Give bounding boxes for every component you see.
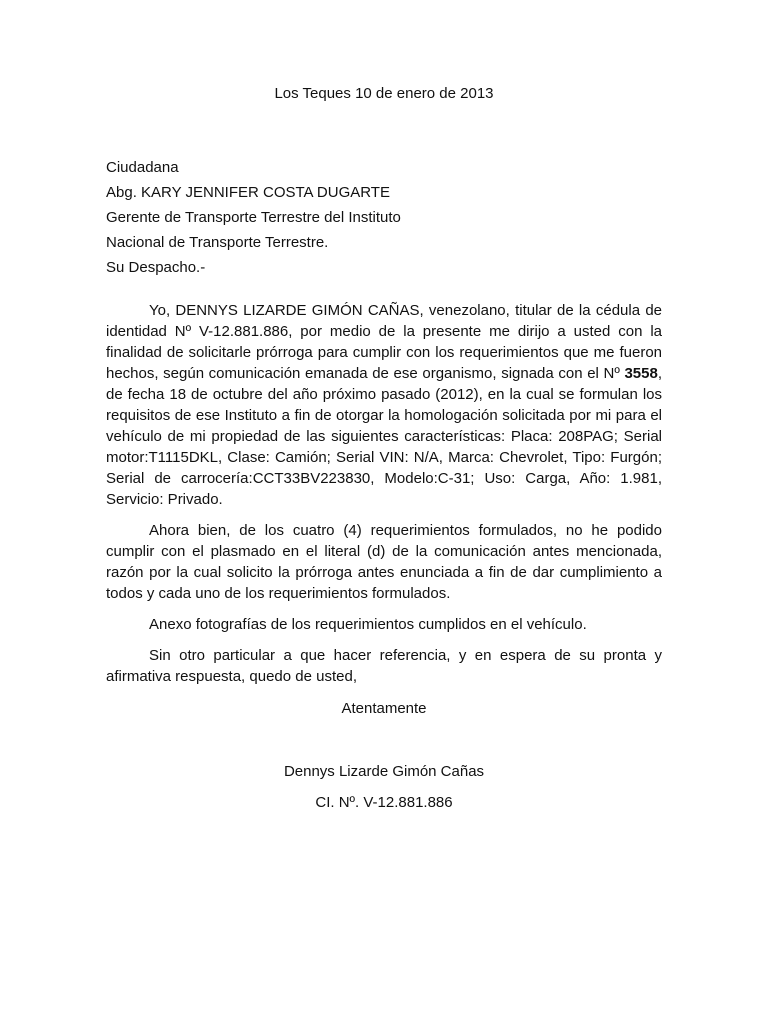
date-line: Los Teques 10 de enero de 2013: [274, 85, 494, 102]
recipient-block: [106, 155, 666, 280]
closing-word: Atentamente: [341, 700, 427, 717]
body-paragraph-1: [106, 300, 662, 510]
body-paragraph-3: Anexo fotografías de los requerimientos cumplidos en el vehículo.: [149, 616, 587, 633]
paragraph-1-text-end: , de fecha 18 de octubre del año próximo pasado (2012), en la cual se formulan los requisitos de ese Instituto a fin de otorgar la homologación solicitada por mi para el vehículo de mi propiedad de las siguientes características: Placa: 208PAG; Serial motor:T1115DKL, Clase: Camión; Serial VIN: N/A, Marca: Chevrolet, Tipo: Furgón; Serial de carrocería:CCT33BV223830, Modelo:C-31; Uso: Carga, Año: 1.981, Servicio: Privado.: [106, 365, 662, 508]
body-paragraph-4: Sin otro particular a que hacer referencia, y en espera de su pronta y afirmativa respuesta, quedo de usted,: [106, 647, 662, 685]
recipient-name: Abg. KARY JENNIFER COSTA DUGARTE: [106, 184, 390, 201]
signature-id-number: CI. Nº. V-12.881.886: [315, 794, 453, 811]
recipient-salutation: Ciudadana: [106, 159, 179, 176]
body-paragraph-2: Ahora bien, de los cuatro (4) requerimientos formulados, no he podido cumplir con el plasmado en el literal (d) de la comunicación antes mencionada, razón por la cual solicito la prórroga antes enunciada a fin de dar cumplimiento a todos y cada uno de los requerimientos formulados.: [106, 522, 662, 602]
signature-name: Dennys Lizarde Gimón Cañas: [283, 763, 485, 780]
letter-body: [106, 300, 662, 687]
paragraph-1-text-start: Yo, DENNYS LIZARDE GIMÓN CAÑAS, venezolano, titular de la cédula de identidad Nº V-12.881.886, por medio de la presente me dirijo a usted con la finalidad de solicitarle prórroga para cumplir con los requerimientos que me fueron hechos, según comunicación emanada de ese organismo, signada con el Nº: [106, 302, 662, 382]
communication-number: 3558: [624, 365, 658, 382]
recipient-institution: Nacional de Transporte Terrestre.: [106, 234, 329, 251]
recipient-title: Gerente de Transporte Terrestre del Instituto: [106, 209, 401, 226]
recipient-office: Su Despacho.-: [106, 259, 206, 276]
